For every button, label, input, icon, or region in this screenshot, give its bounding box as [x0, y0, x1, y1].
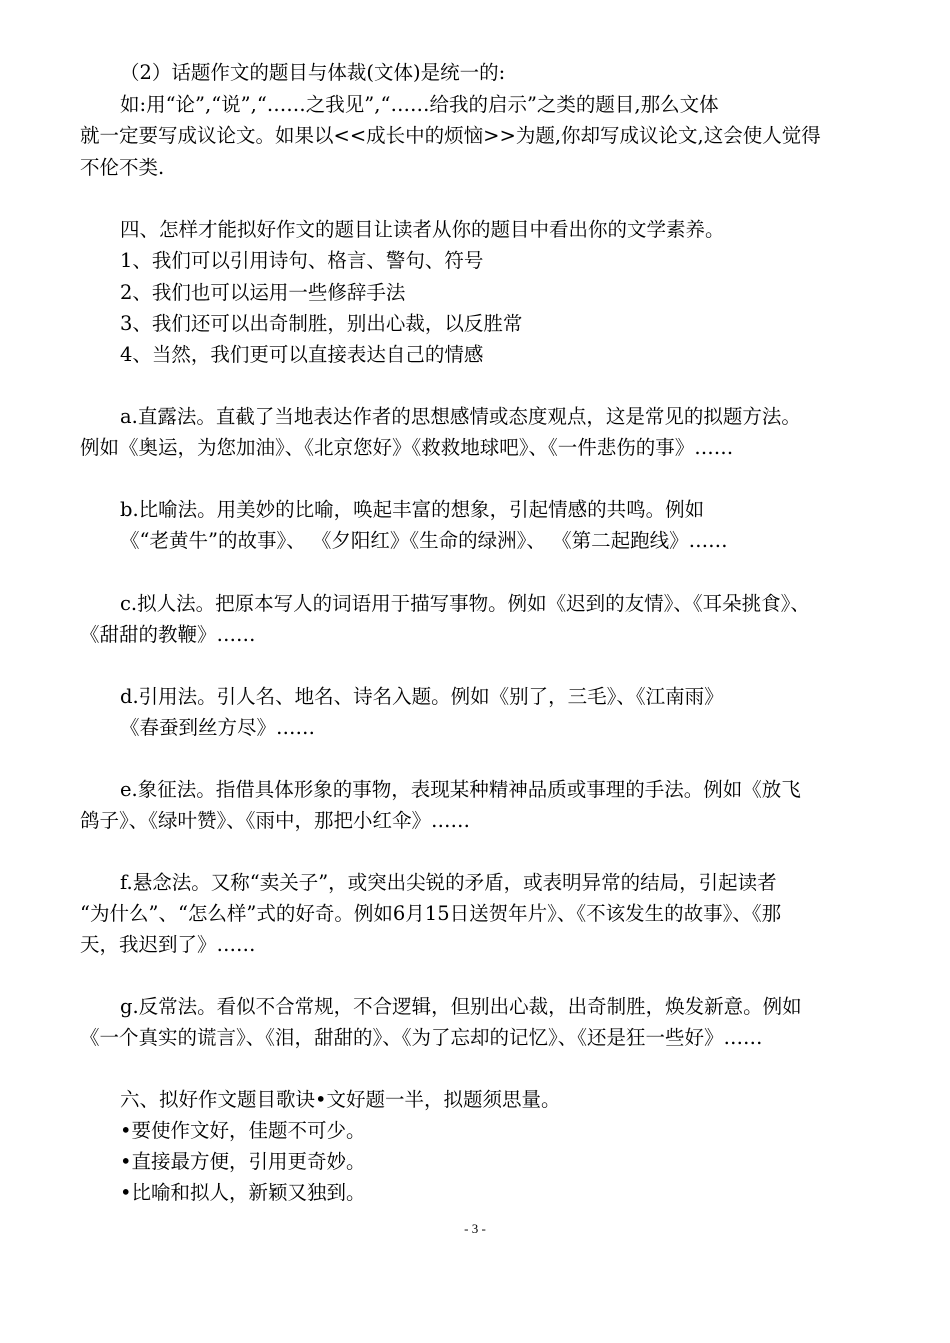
method-f-line: “为什么”、“怎么样”式的好奇。例如6月15日送贺年片》、《不该发生的故事》、《那 — [80, 902, 782, 925]
text-line: 如:用“论”,“说”,“……之我见”,“……给我的启示”之类的题目,那么文体 — [120, 93, 719, 116]
text-line: 不伦不类. — [80, 156, 165, 179]
list-item: 4、当然，我们更可以直接表达自己的情感 — [120, 343, 484, 366]
method-c-line: 《甜甜的教鞭》…… — [80, 623, 256, 646]
method-c-line: c.拟人法。把原本写人的词语用于描写事物。例如《迟到的友情》、《耳朵挑食》、 — [120, 592, 810, 615]
method-e-line: 鸽子》、《绿叶赞》、《雨中，那把小红伞》…… — [80, 809, 471, 832]
method-a-line: a.直露法。直截了当地表达作者的思想感情或态度观点，这是常见的拟题方法。 — [120, 405, 801, 428]
method-f-line: f.悬念法。又称“卖关子”，或突出尖锐的矛盾，或表明异常的结局，引起读者 — [120, 871, 777, 894]
section-heading: 四、怎样才能拟好作文的题目让读者从你的题目中看出你的文学素养。 — [120, 218, 725, 241]
method-f-line: 天，我迟到了》…… — [80, 933, 256, 956]
method-a-line: 例如《奥运，为您加油》、《北京您好》《救救地球吧》、《一件悲伤的事》…… — [80, 436, 734, 459]
list-item: 3、我们还可以出奇制胜，别出心裁，以反胜常 — [120, 312, 523, 335]
verse-line: •比喻和拟人，新颖又独到。 — [120, 1181, 366, 1204]
verse-line: •直接最方便，引用更奇妙。 — [120, 1150, 366, 1173]
method-b-line: b.比喻法。用美妙的比喻，唤起丰富的想象，引起情感的共鸣。例如 — [120, 498, 705, 521]
list-item: 2、我们也可以运用一些修辞手法 — [120, 281, 406, 304]
list-item: 1、我们可以引用诗句、格言、警句、符号 — [120, 249, 484, 272]
method-b-line: 《“老黄牛”的故事》、 《夕阳红》《生命的绿洲》、 《第二起跑线》…… — [120, 529, 728, 552]
section-heading: 六、拟好作文题目歌诀•文好题一半，拟题须思量。 — [120, 1088, 561, 1111]
method-g-line: 《一个真实的谎言》、《泪，甜甜的》、《为了忘却的记忆》、《还是狂一些好》…… — [80, 1026, 763, 1049]
method-e-line: e.象征法。指借具体形象的事物，表现某种精神品质或事理的手法。例如《放飞 — [120, 778, 801, 801]
verse-line: •要使作文好，佳题不可少。 — [120, 1119, 366, 1142]
method-d-line: d.引用法。引人名、地名、诗名入题。例如《别了，三毛》、《江南雨》 — [120, 685, 724, 708]
page-number: - 3 - — [464, 1221, 486, 1236]
text-line: 就一定要写成议论文。如果以<<成长中的烦恼>>为题,你却写成议论文,这会使人觉得 — [80, 124, 821, 147]
method-g-line: g.反常法。看似不合常规，不合逻辑，但别出心裁，出奇制胜，焕发新意。例如 — [120, 995, 802, 1018]
text-line: （2）话题作文的题目与体裁(文体)是统一的: — [120, 61, 506, 84]
method-d-line: 《春蚕到丝方尽》…… — [120, 716, 316, 739]
